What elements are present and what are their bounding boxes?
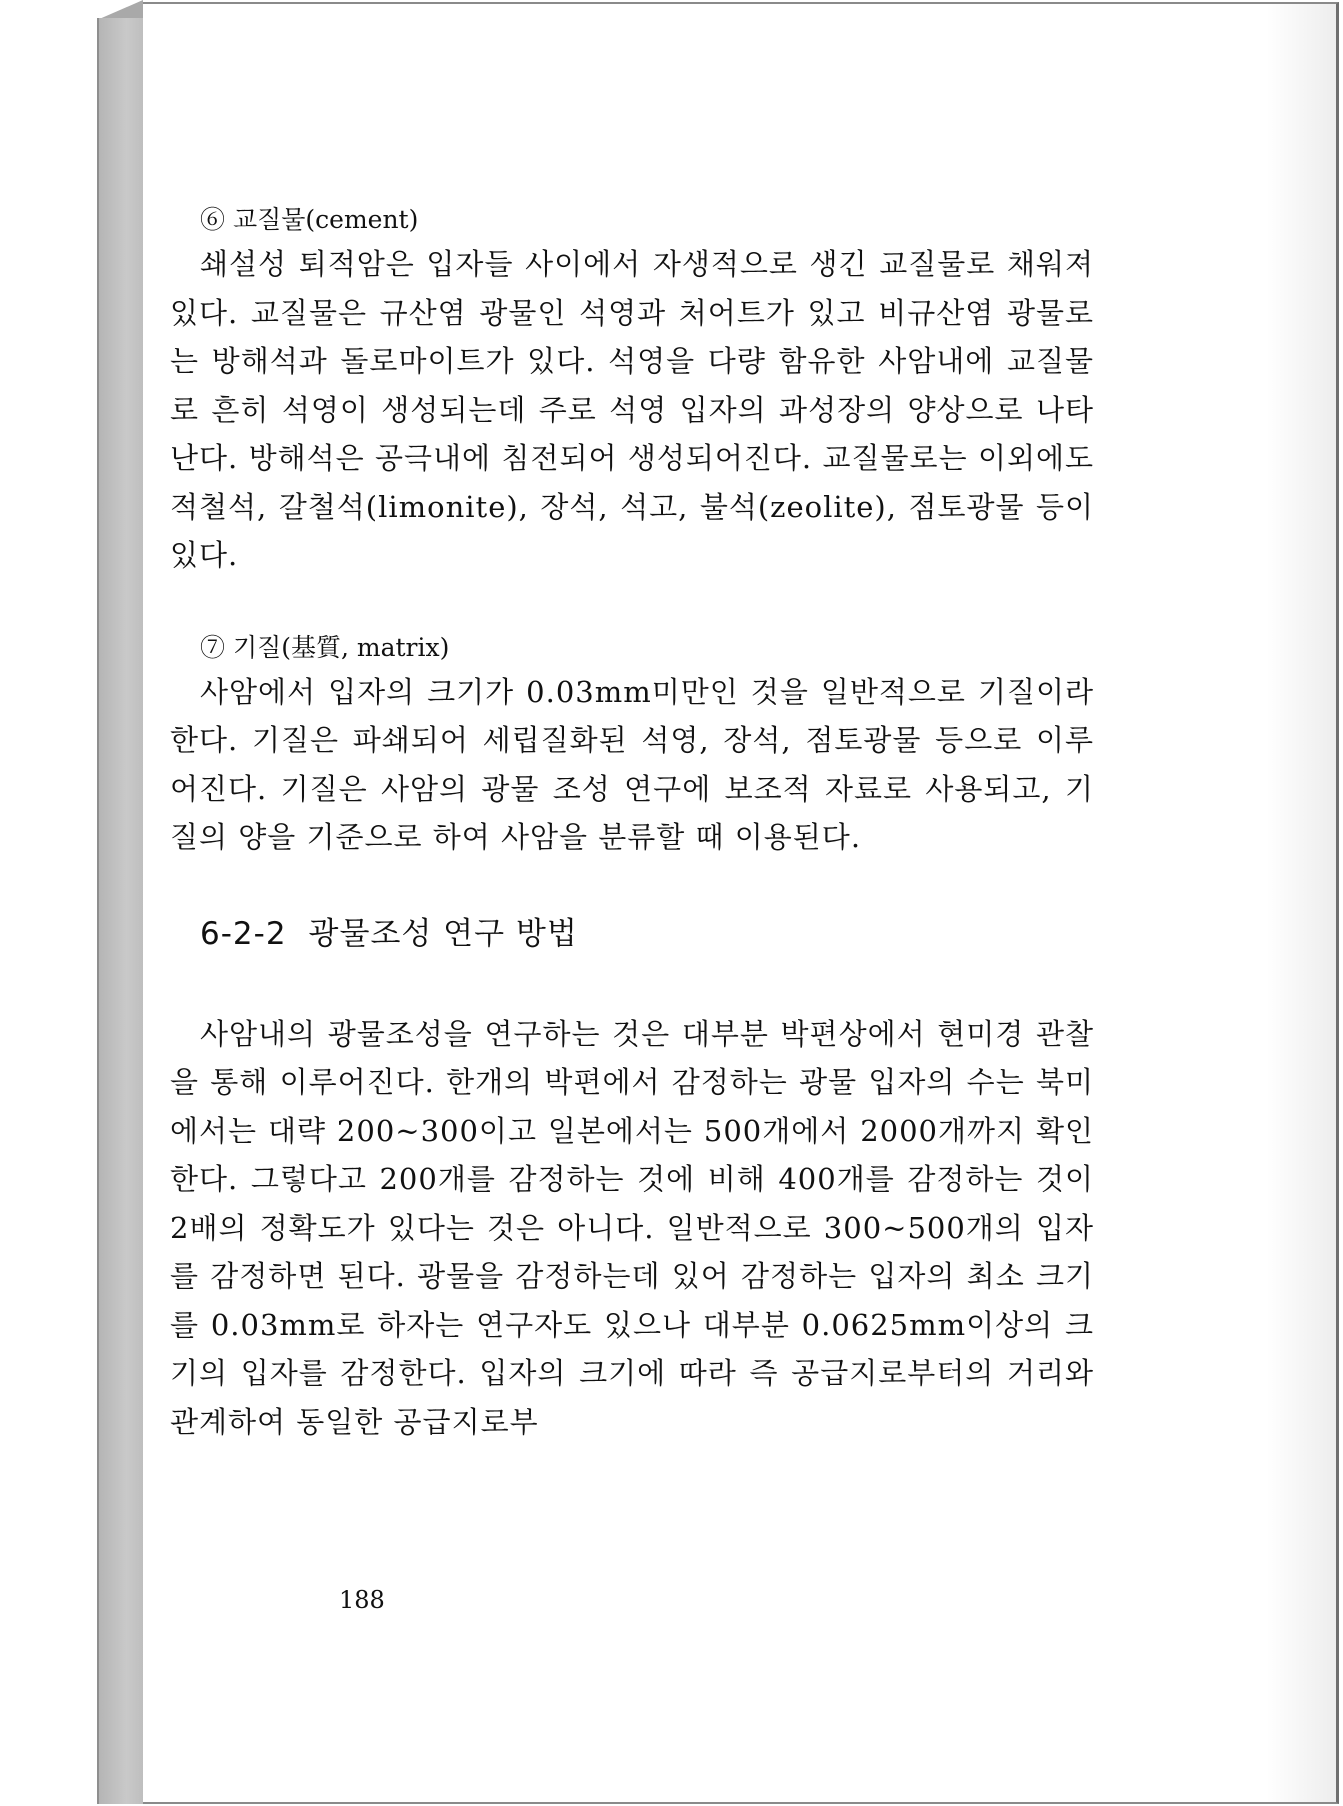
book-spine (97, 18, 145, 1804)
section-number: 6-2-2 (200, 915, 287, 952)
spacer (170, 580, 1094, 628)
page-content (170, 200, 1094, 1446)
book-spine-top-edge (97, 0, 143, 20)
cement-heading: ⑥ 교질물(cement) (200, 205, 419, 234)
cement-paragraph: 쇄설성 퇴적암은 입자들 사이에서 자생적으로 생긴 교질물로 채워져 있다. 교질물은 규산염 광물인 석영과 처어트가 있고 비규산염 광물로는 방해석과 돌로마이트가 있다. 석영을 다량 함유한 사암내에 교질물로 흔히 석영이 생성되는데 주로 석영 입자의 과성장의 양상으로 나타난다. 방해석은 공극내에 침전되어 생성되어진다. 교질물로는 이외에도 적철석, 갈철석(limonite), 장석, 석고, 불석(zeolite), 점토광물 등이 있다. (170, 247, 1094, 572)
method-paragraph: 사암내의 광물조성을 연구하는 것은 대부분 박편상에서 현미경 관찰을 통해 이루어진다. 한개의 박편에서 감정하는 광물 입자의 수는 북미에서는 대략 200~300이고 일본에서는 500개에서 2000개까지 확인한다. 그렇다고 200개를 감정하는 것에 비해 400개를 감정하는 것이 2배의 정확도가 있다는 것은 아니다. 일반적으로 300~500개의 입자를 감정하면 된다. 광물을 감정하는데 있어 감정하는 입자의 최소 크기를 0.03mm로 하자는 연구자도 있으나 대부분 0.0625mm이상의 크기의 입자를 감정한다. 입자의 크기에 따라 즉 공급지로부터의 거리와 관계하여 동일한 공급지로부 (170, 1016, 1094, 1439)
spacer (170, 862, 1094, 904)
section-title: 광물조성 연구 방법 (308, 915, 578, 952)
section-heading (170, 904, 1094, 964)
matrix-heading: ⑦ 기질(基質, matrix) (200, 632, 450, 662)
spacer (170, 964, 1094, 1010)
page-gutter-shadow (1266, 4, 1336, 1802)
page-number: 188 (339, 1586, 385, 1614)
matrix-paragraph: 사암에서 입자의 크기가 0.03mm미만인 것을 일반적으로 기질이라 한다. 기질은 파쇄되어 세립질화된 석영, 장석, 점토광물 등으로 이루어진다. 기질은 사암의 광물 조성 연구에 보조적 자료로 사용되고, 기질의 양을 기준으로 하여 사암을 분류할 때 이용된다. (170, 674, 1094, 854)
